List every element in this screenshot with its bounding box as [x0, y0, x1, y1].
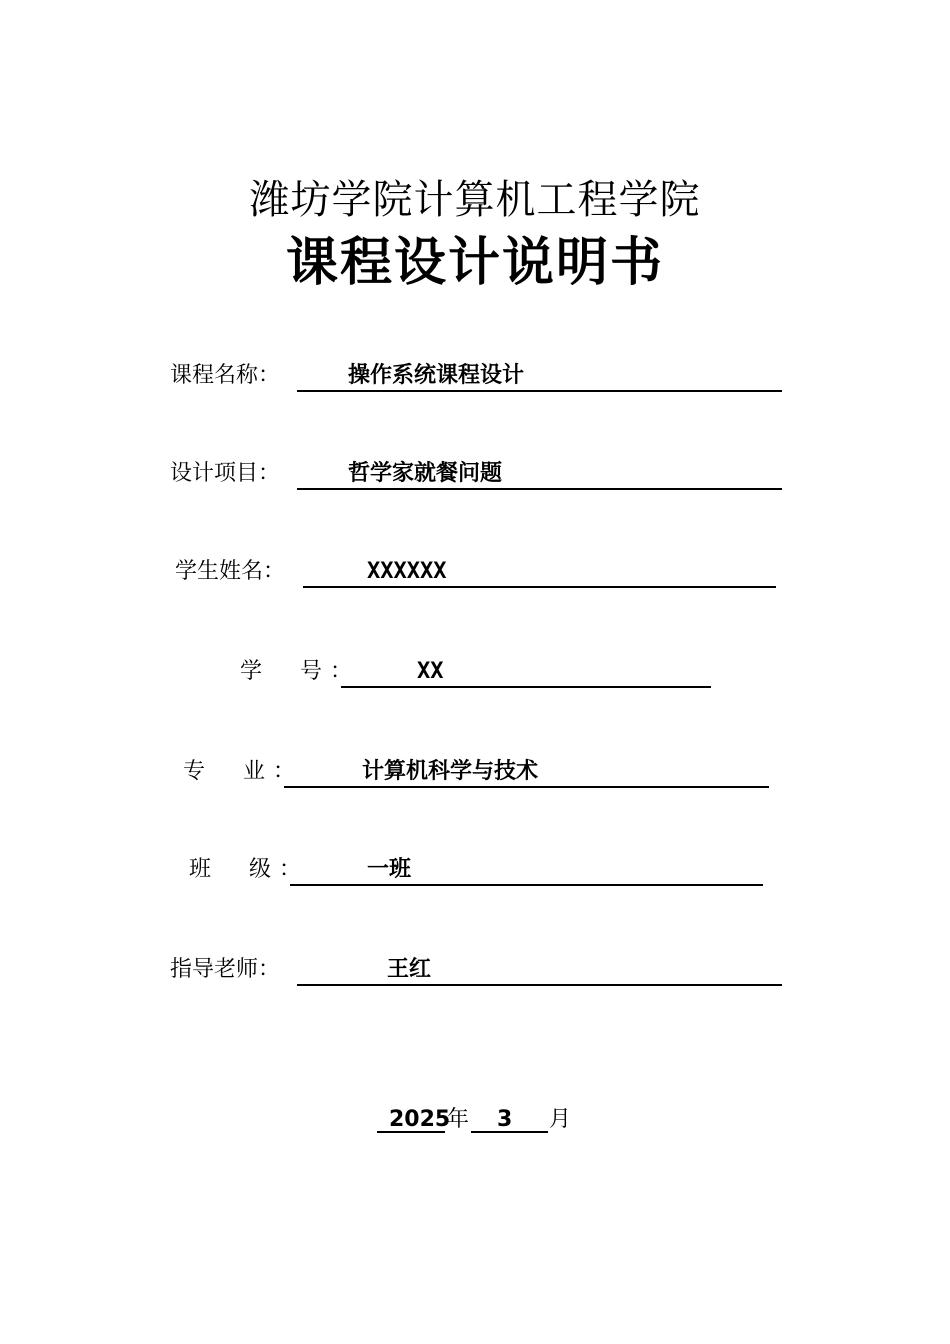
- field-label: 指导老师：: [170, 957, 281, 982]
- field-value: 王红: [387, 957, 432, 982]
- field-underline: [290, 854, 763, 886]
- field-label: 课程名称：: [170, 363, 281, 388]
- date-month: 3: [497, 1107, 513, 1132]
- field-value: 哲学家就餐问题: [348, 461, 503, 486]
- date-month-unit: 月: [549, 1107, 572, 1132]
- field-value: 操作系统课程设计: [348, 363, 525, 388]
- field-major: [0, 752, 950, 792]
- field-label: 专 业：: [183, 759, 304, 784]
- field-course-name: [0, 356, 950, 396]
- date-year-unit: 年: [447, 1107, 470, 1132]
- field-class: [0, 850, 950, 890]
- date-year: 2025: [389, 1107, 451, 1132]
- field-label: 学 号：: [240, 659, 361, 684]
- field-value: XXXXXX: [367, 559, 447, 584]
- field-advisor: [0, 950, 950, 990]
- document-title: 课程设计说明书: [285, 233, 664, 293]
- field-design-project: [0, 454, 950, 494]
- field-label: 设计项目：: [170, 461, 281, 486]
- field-student-number: [0, 652, 950, 692]
- field-student-name: [0, 552, 950, 592]
- field-underline: [341, 656, 711, 688]
- school-name: 潍坊学院计算机工程学院: [249, 177, 701, 223]
- field-value: XX: [417, 659, 444, 684]
- field-value: 计算机科学与技术: [362, 759, 539, 784]
- field-underline: [297, 954, 782, 986]
- field-label: 班 级：: [189, 857, 310, 882]
- date-line: [0, 1098, 950, 1142]
- field-label: 学生姓名：: [175, 559, 286, 584]
- field-value: 一班: [367, 857, 412, 882]
